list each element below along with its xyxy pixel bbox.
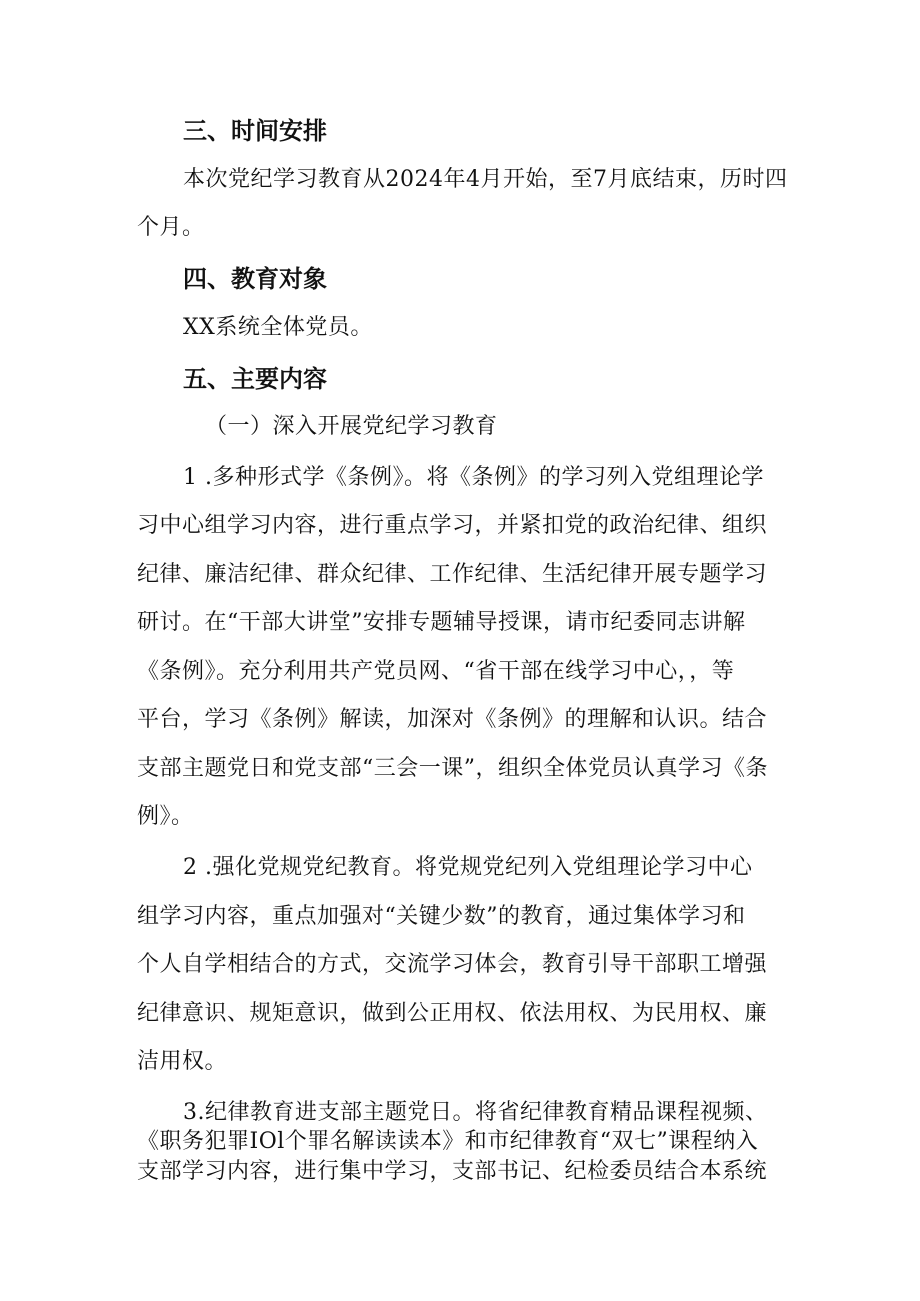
paragraph-line: 《条例》。充分利用共产党员网、“省干部在线学习中心，，等 [137, 659, 735, 684]
paragraph-line: 纪律意识、规矩意识，做到公正用权、依法用权、为民用权、廉 [137, 1001, 768, 1026]
paragraph-line: 平台，学习《条例》解读，加深对《条例》的理解和认识。结合 [137, 707, 768, 732]
paragraph-line: 1 .多种形式学《条例》。将《条例》的学习列入党组理论学 [183, 465, 764, 490]
section-heading-schedule: 三、时间安排 [183, 117, 327, 145]
subsection-heading: （一）深入开展党纪学习教育 [205, 414, 498, 439]
paragraph-line: 组学习内容，重点加强对“关键少数”的教育，通过集体学习和 [137, 904, 746, 929]
paragraph-line: XX系统全体党员。 [183, 315, 373, 340]
section-heading-content: 五、主要内容 [183, 365, 327, 393]
paragraph-line: 个人自学相结合的方式，交流学习体会，教育引导干部职工增强 [137, 952, 768, 977]
section-heading-audience: 四、教育对象 [183, 265, 327, 293]
paragraph-line: 本次党纪学习教育从2024年4月开始，至7月底结束，历时四 [183, 167, 788, 192]
paragraph-line: 3.纪律教育进支部主题党日。将省纪律教育精品课程视频、 [183, 1100, 768, 1125]
paragraph-line: 2 .强化党规党纪教育。将党规党纪列入党组理论学习中心 [183, 855, 753, 880]
paragraph-line: 习中心组学习内容，进行重点学习，并紧扣党的政治纪律、组织 [137, 513, 768, 538]
paragraph-line: 支部主题党日和党支部“三会一课”，组织全体党员认真学习《条 [137, 756, 768, 781]
paragraph-line: 纪律、廉洁纪律、群众纪律、工作纪律、生活纪律开展专题学习 [137, 562, 768, 587]
paragraph-line: 个月。 [137, 215, 205, 240]
paragraph-line: 例》。 [137, 804, 194, 829]
paragraph-line: 洁用权。 [137, 1049, 228, 1074]
paragraph-line: 《职务犯罪IOl个罪名解读读本》和市纪律教育“双七”课程纳入 [137, 1129, 759, 1154]
paragraph-line: 研讨。在“干部大讲堂”安排专题辅导授课，请市纪委同志讲解 [137, 610, 746, 635]
paragraph-line: 支部学习内容，进行集中学习，支部书记、纪检委员结合本系统 [137, 1159, 768, 1184]
